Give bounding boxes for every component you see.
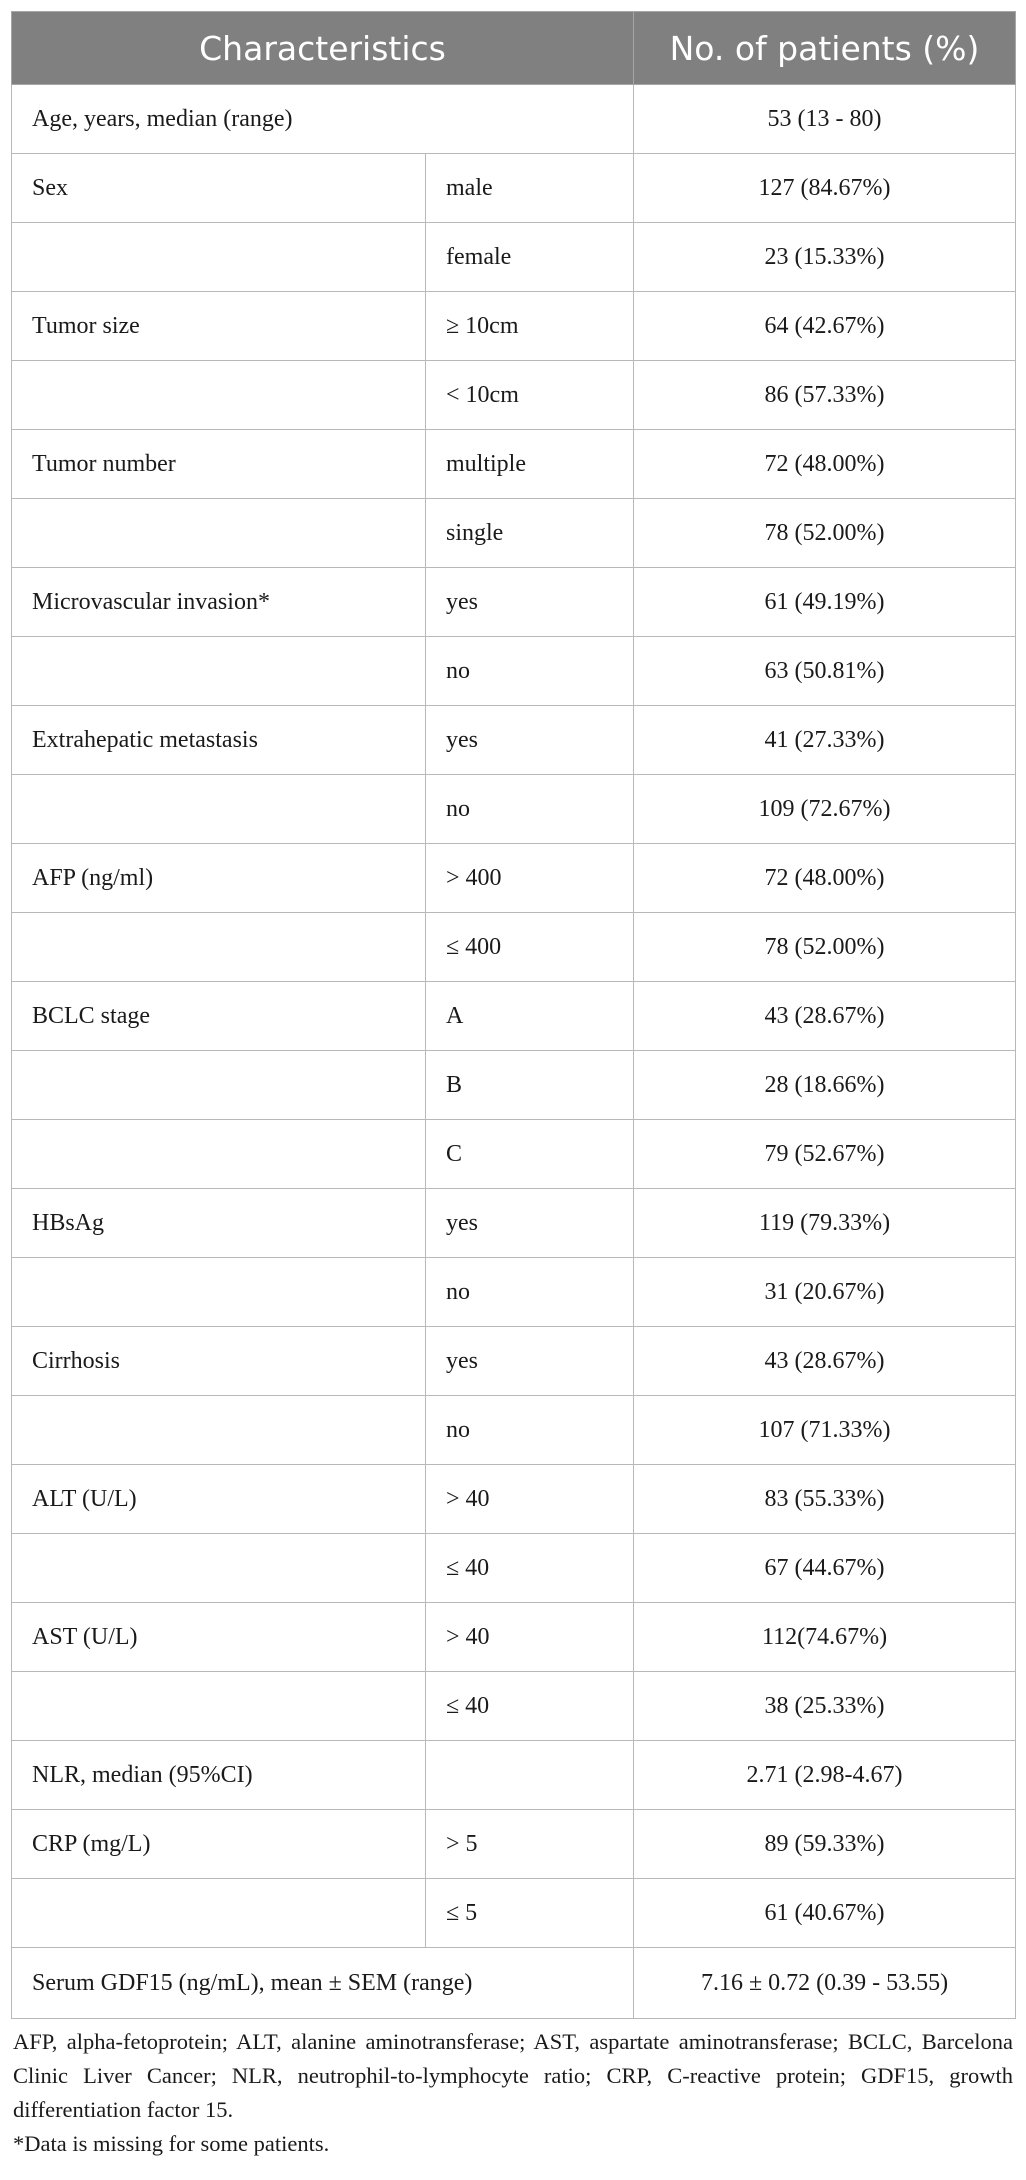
row-patient-count: 61 (49.19%) [634,568,1016,637]
document [11,11,1015,2161]
row-patient-count: 23 (15.33%) [634,223,1016,292]
row-patient-count: 43 (28.67%) [634,1327,1016,1396]
row-characteristic: NLR, median (95%CI) [12,1741,426,1810]
table-row [12,913,1016,982]
row-subgroup: no [426,1396,634,1465]
row-characteristic [12,913,426,982]
row-characteristic [12,1051,426,1120]
row-subgroup: > 40 [426,1603,634,1672]
row-characteristic: Tumor number [12,430,426,499]
row-characteristic [12,1396,426,1465]
row-characteristic [12,1534,426,1603]
row-patient-count: 28 (18.66%) [634,1051,1016,1120]
row-subgroup: multiple [426,430,634,499]
row-patient-count: 127 (84.67%) [634,154,1016,223]
table-row [12,292,1016,361]
row-subgroup: yes [426,1327,634,1396]
row-subgroup: < 10cm [426,361,634,430]
row-subgroup: B [426,1051,634,1120]
table-row [12,1258,1016,1327]
row-characteristic [12,775,426,844]
row-subgroup: yes [426,706,634,775]
table-row [12,844,1016,913]
row-patient-count: 89 (59.33%) [634,1810,1016,1879]
row-characteristic [12,1672,426,1741]
row-characteristic [12,1120,426,1189]
table-row [12,1465,1016,1534]
footnote-abbreviations: AFP, alpha-fetoprotein; ALT, alanine aminotransferase; AST, aspartate aminotransferase; BCLC, Barcelona Clinic Liver Cancer; NLR, neutrophil-to-lymphocyte ratio; CRP, C-reactive protein; GDF15, growth differentiation factor 15. [13,2029,1013,2122]
table-row [12,568,1016,637]
row-characteristic [12,1258,426,1327]
row-patient-count: 109 (72.67%) [634,775,1016,844]
header-characteristics: Characteristics [12,12,634,85]
table-row [12,361,1016,430]
row-patient-count: 63 (50.81%) [634,637,1016,706]
table-row [12,1741,1016,1810]
row-subgroup: A [426,982,634,1051]
row-characteristic: Extrahepatic metastasis [12,706,426,775]
row-subgroup: yes [426,568,634,637]
table-body [12,85,1016,2019]
row-characteristic [12,361,426,430]
table-row [12,430,1016,499]
row-subgroup: > 5 [426,1810,634,1879]
row-patient-count: 38 (25.33%) [634,1672,1016,1741]
row-characteristic: Serum GDF15 (ng/mL), mean ± SEM (range) [12,1948,634,2019]
row-subgroup: yes [426,1189,634,1258]
row-subgroup: ≥ 10cm [426,292,634,361]
table-row [12,982,1016,1051]
row-subgroup: ≤ 400 [426,913,634,982]
row-patient-count: 79 (52.67%) [634,1120,1016,1189]
row-subgroup: female [426,223,634,292]
row-patient-count: 2.71 (2.98-4.67) [634,1741,1016,1810]
row-characteristic: Microvascular invasion* [12,568,426,637]
row-subgroup: > 400 [426,844,634,913]
table-row [12,1051,1016,1120]
row-patient-count: 107 (71.33%) [634,1396,1016,1465]
row-patient-count: 41 (27.33%) [634,706,1016,775]
row-patient-count: 83 (55.33%) [634,1465,1016,1534]
table-row [12,637,1016,706]
table-row [12,85,1016,154]
footnote-missing-data: *Data is missing for some patients. [13,2131,330,2156]
table-row [12,1189,1016,1258]
table-row [12,154,1016,223]
row-characteristic [12,499,426,568]
row-patient-count: 67 (44.67%) [634,1534,1016,1603]
table-row [12,1534,1016,1603]
row-subgroup [426,1741,634,1810]
row-characteristic: AFP (ng/ml) [12,844,426,913]
table-row [12,1810,1016,1879]
row-subgroup: male [426,154,634,223]
row-patient-count: 112(74.67%) [634,1603,1016,1672]
row-characteristic [12,1879,426,1948]
table-row [12,1948,1016,2019]
table-row [12,1396,1016,1465]
table-row [12,706,1016,775]
row-characteristic: CRP (mg/L) [12,1810,426,1879]
row-subgroup: ≤ 40 [426,1534,634,1603]
row-subgroup: no [426,775,634,844]
table-row [12,1603,1016,1672]
patient-characteristics-table [11,11,1016,2019]
row-patient-count: 64 (42.67%) [634,292,1016,361]
row-subgroup: ≤ 40 [426,1672,634,1741]
row-subgroup: single [426,499,634,568]
row-characteristic [12,223,426,292]
header-patients: No. of patients (%) [634,12,1016,85]
row-subgroup: no [426,637,634,706]
row-characteristic: HBsAg [12,1189,426,1258]
row-patient-count: 61 (40.67%) [634,1879,1016,1948]
row-subgroup: > 40 [426,1465,634,1534]
row-subgroup: ≤ 5 [426,1879,634,1948]
row-characteristic: ALT (U/L) [12,1465,426,1534]
row-patient-count: 53 (13 - 80) [634,85,1016,154]
row-patient-count: 119 (79.33%) [634,1189,1016,1258]
row-characteristic: AST (U/L) [12,1603,426,1672]
table-row [12,1672,1016,1741]
row-patient-count: 78 (52.00%) [634,499,1016,568]
table-row [12,775,1016,844]
row-patient-count: 7.16 ± 0.72 (0.39 - 53.55) [634,1948,1016,2019]
table-row [12,1120,1016,1189]
row-characteristic: Cirrhosis [12,1327,426,1396]
row-patient-count: 72 (48.00%) [634,844,1016,913]
table-row [12,1327,1016,1396]
row-patient-count: 72 (48.00%) [634,430,1016,499]
row-characteristic [12,637,426,706]
row-characteristic: Sex [12,154,426,223]
row-subgroup: no [426,1258,634,1327]
table-row [12,1879,1016,1948]
row-patient-count: 86 (57.33%) [634,361,1016,430]
row-patient-count: 31 (20.67%) [634,1258,1016,1327]
row-patient-count: 78 (52.00%) [634,913,1016,982]
row-characteristic: Age, years, median (range) [12,85,634,154]
table-header-row [12,12,1016,85]
row-characteristic: BCLC stage [12,982,426,1051]
row-characteristic: Tumor size [12,292,426,361]
table-footnote [11,2025,1015,2161]
table-row [12,223,1016,292]
row-patient-count: 43 (28.67%) [634,982,1016,1051]
table-row [12,499,1016,568]
row-subgroup: C [426,1120,634,1189]
